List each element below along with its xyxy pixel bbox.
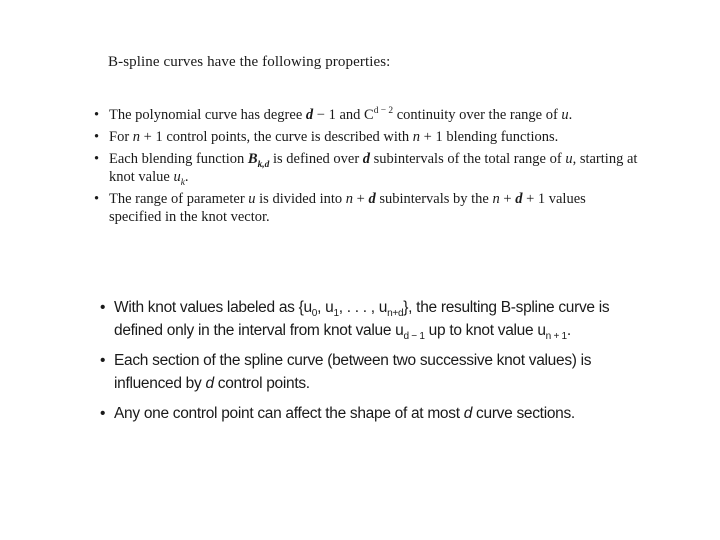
text-run: + [499, 191, 516, 207]
text-run: . [184, 169, 189, 185]
text-run: subintervals of the total range of [370, 151, 566, 167]
text-run: }, the resulting B-spline curve is defined only in the interval from knot value u [114, 299, 610, 339]
bullet: • [94, 191, 100, 207]
variable: d [362, 151, 371, 167]
text-run: continuity over the range of [393, 107, 562, 123]
bullet: • [100, 352, 106, 369]
text-run: up to knot value u [424, 322, 546, 339]
text-run: Each blending function [109, 151, 248, 167]
variable: u [248, 191, 256, 207]
text-run: is divided into [255, 191, 346, 207]
superscript: d − 2 [373, 106, 394, 117]
list-item [94, 150, 641, 188]
bullet: • [94, 129, 100, 145]
variable: n [132, 129, 141, 145]
text-run: . [566, 322, 571, 339]
variable: d [463, 405, 473, 422]
bullet: • [94, 151, 100, 167]
list-item [94, 128, 641, 146]
property-list-lower [100, 296, 634, 432]
list-item [100, 296, 634, 343]
variable: d [205, 375, 214, 392]
bullet: • [100, 299, 106, 316]
text-run: + 1 values specified in the knot vector. [109, 191, 586, 225]
text-run: + 1 control points, the curve is described with [140, 129, 413, 145]
property-list-upper [94, 106, 641, 230]
bullet: • [94, 107, 100, 123]
subscript: 1 [333, 308, 339, 320]
list-item [100, 402, 634, 425]
text-run: is defined over [269, 151, 363, 167]
text-run: , . . . , u [338, 299, 388, 316]
text-run: The range of parameter [109, 191, 249, 207]
text-run: , u [317, 299, 334, 316]
subscript: k,d [257, 159, 270, 170]
variable: u [565, 151, 573, 167]
variable: d [368, 191, 376, 207]
text-run: . [568, 107, 573, 123]
variable: u [561, 107, 569, 123]
text-run: + [353, 191, 369, 207]
text-run: curve sections. [472, 405, 575, 422]
variable: n [492, 191, 500, 207]
subscript: n + 1 [545, 331, 567, 343]
intro-text: B-spline curves have the following properties: [108, 54, 391, 70]
variable: d [305, 107, 314, 123]
text-run: Any one control point can affect the shape of at most [114, 405, 464, 422]
subscript: k [180, 177, 185, 188]
variable: n [412, 129, 421, 145]
variable: d [515, 191, 523, 207]
subscript: n+d [387, 308, 404, 320]
text-run: With knot values labeled as {u [114, 299, 312, 316]
text-run: , starting at knot value [109, 151, 638, 185]
text-run: + 1 blending functions. [420, 129, 559, 145]
variable: u [173, 169, 181, 185]
text-run: Each section of the spline curve (between two successive knot values) is influenced by [114, 352, 592, 392]
text-run: control points. [213, 375, 310, 392]
list-item [94, 106, 641, 124]
list-item [100, 349, 634, 395]
variable: n [345, 191, 354, 207]
text-run: subintervals by the [375, 191, 493, 207]
subscript: d − 1 [403, 331, 425, 343]
list-item [94, 190, 641, 226]
text-run: For [109, 129, 133, 145]
variable: B [247, 151, 258, 167]
subscript: 0 [311, 308, 318, 320]
bullet: • [100, 405, 106, 422]
text-run: − 1 and C [313, 107, 374, 123]
text-run: The polynomial curve has degree [109, 107, 306, 123]
